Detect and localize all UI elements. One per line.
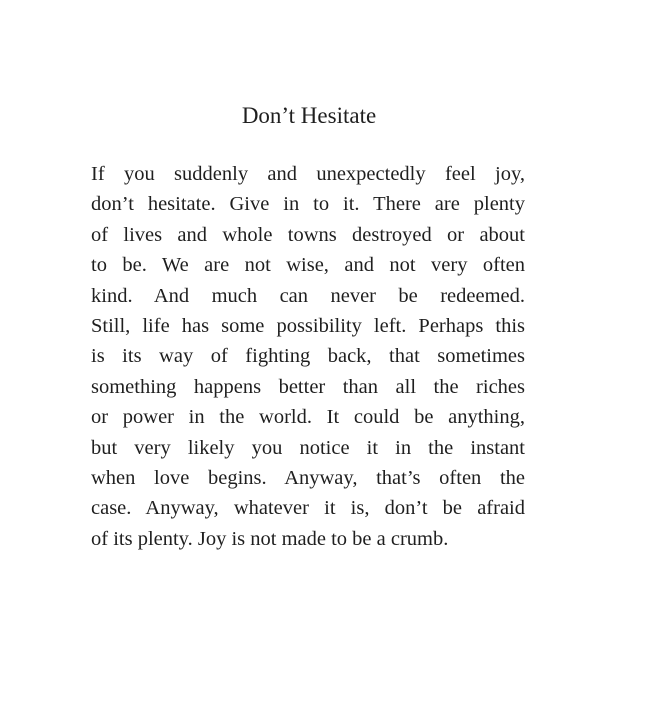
poem-line: of its plenty. Joy is not made to be a crumb. xyxy=(91,527,449,550)
poem-line: Still, life has some possibility left. Perhaps this xyxy=(91,314,525,337)
poem-line: is its way of fighting back, that sometimes xyxy=(91,345,525,368)
poem-body xyxy=(91,159,525,554)
poem-line: kind. And much can never be redeemed. xyxy=(91,284,525,307)
poem-line: but very likely you notice it in the instant xyxy=(91,436,525,459)
poem-line: case. Anyway, whatever it is, don’t be afraid xyxy=(91,497,525,520)
poem-line: something happens better than all the riches xyxy=(91,375,525,398)
poem-line: If you suddenly and unexpectedly feel joy, xyxy=(91,163,525,185)
poem-line: of lives and whole towns destroyed or about xyxy=(91,223,525,246)
poem-line: when love begins. Anyway, that’s often the xyxy=(91,466,525,489)
poem-line: or power in the world. It could be anything, xyxy=(91,406,525,429)
poem-line: don’t hesitate. Give in to it. There are plenty xyxy=(91,193,525,216)
poem-line: to be. We are not wise, and not very often xyxy=(91,254,525,277)
poem-title: Don’t Hesitate xyxy=(241,103,377,128)
